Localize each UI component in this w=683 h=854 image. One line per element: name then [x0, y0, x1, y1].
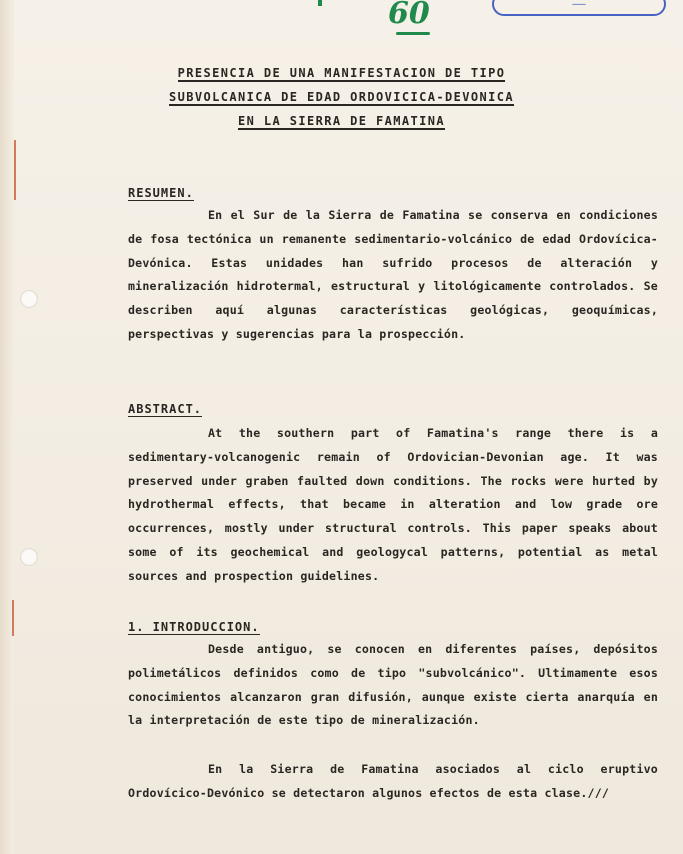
- resumen-heading: RESUMEN.: [128, 186, 194, 200]
- introduccion-paragraph-2: En la Sierra de Famatina asociados al ciclo eruptivo Ordovícico-Devónico se detectaron algunos efectos de esta clase.///: [128, 762, 658, 800]
- margin-mark: [12, 600, 14, 636]
- title-line-3: EN LA SIERRA DE FAMATINA: [238, 114, 445, 128]
- handwritten-page-number: 60: [388, 0, 430, 31]
- blue-stamp: ——: [492, 0, 666, 16]
- introduccion-paragraph-1: Desde antiguo, se conocen en diferentes países, depósitos polimetálicos definidos como de tipo "subvolcánico". Ultimamente esos conocimientos alcanzaron gran difusión, aunque existe cierta anarquía en la interpretación de este tipo de mineralización.: [128, 642, 658, 728]
- title-line-2: SUBVOLCANICA DE EDAD ORDOVICICA-DEVONICA: [169, 90, 514, 104]
- punch-hole-icon: [20, 290, 38, 308]
- page-left-edge: [0, 0, 14, 854]
- resumen-paragraph: En el Sur de la Sierra de Famatina se conserva en condiciones de fosa tectónica un remanente sedimentario-volcánico de edad Ordovícica-Devónica. Estas unidades han sufrido procesos de alteración y mineralización hidrotermal, estructural y litológicamente controlados. Se describen aquí algunas características geológicas, geoquímicas, perspectivas y sugerencias para la prospección.: [128, 208, 658, 341]
- page-number-underline: [396, 32, 430, 35]
- abstract-paragraph: At the southern part of Famatina's range there is a sedimentary-volcanogenic remain of Ordovician-Devonian age. It was preserved under graben faulted down conditions. The rocks were hurted by hydrothermal effects, that became in alteration and low grade ore occurrences, mostly under structural controls. This paper speaks about some of its geochemical and geologycal patterns, potential as metal sources and prospection guidelines.: [128, 426, 658, 583]
- margin-mark: [14, 140, 16, 200]
- abstract-heading: ABSTRACT.: [128, 402, 203, 416]
- introduccion-heading: 1. INTRODUCCION.: [128, 620, 260, 634]
- title-line-1: PRESENCIA DE UNA MANIFESTACION DE TIPO: [177, 66, 506, 80]
- green-tick-mark: [318, 0, 322, 6]
- punch-hole-icon: [20, 548, 38, 566]
